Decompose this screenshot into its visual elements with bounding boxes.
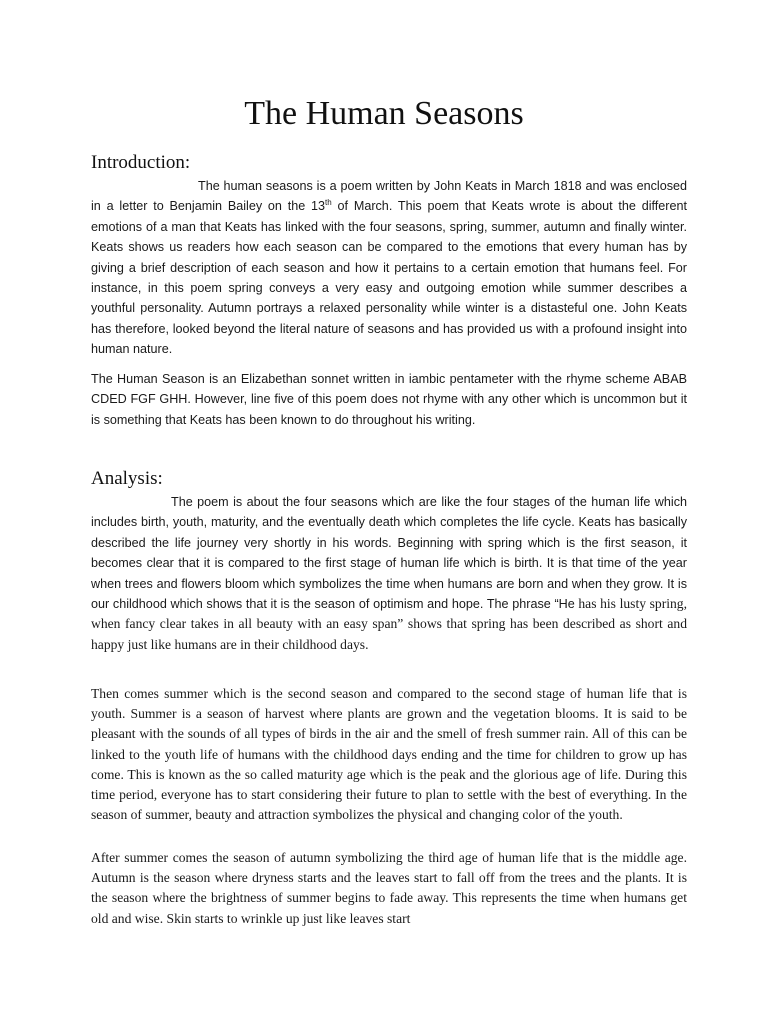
analysis-heading: Analysis:: [91, 468, 163, 489]
introduction-paragraph-1: [91, 176, 687, 360]
ordinal-suffix: th: [325, 198, 332, 208]
analysis-paragraph-1-text-a: The poem is about the four seasons which are like the four stages of the human life which includes birth, youth, maturity, and the eventually death which completes the life cycle. Keats has basically described the life journey very shortly in his words. Beginning with spring which is the first season, it becomes clear that it is compared to the first stage of human life which is birth. It is that time of the year when trees and flowers bloom which symbolizes the time when humans are born and when they grow. It is our childhood which shows that it is the season of optimism and hope. The phrase “He: [91, 495, 687, 612]
introduction-heading: Introduction:: [91, 152, 191, 173]
introduction-paragraph-1-text-b: of March. This poem that Keats wrote is about the different emotions of a man that Keats has linked with the four seasons, spring, summer, autumn and finally winter. Keats shows us readers how each season can be compared to the emotions that every human has by giving a brief description of each season and how it pertains to a certain emotion that humans feel. For instance, in this poem spring conveys a very easy and outgoing emotion while summer describes a youthful personality. Autumn portrays a relaxed personality while winter is a distasteful one. John Keats has therefore, looked beyond the literal nature of seasons and has provided us with a profound insight into human nature.: [91, 199, 687, 357]
introduction-paragraph-1-text-a: The human seasons is a poem written by John Keats in March 1818 and was enclosed in a letter to Benjamin Bailey on the 13: [91, 179, 687, 214]
introduction-paragraph-2: The Human Season is an Elizabethan sonnet written in iambic pentameter with the rhyme scheme ABAB CDED FGF GHH. However, line five of this poem does not rhyme with any other which is uncommon but it is something that Keats has been known to do throughout his writing.: [91, 372, 687, 427]
analysis-paragraph-1-quote: has his lusty spring, when fancy clear takes in all beauty with an easy span” shows that spring has been described as short and happy just like humans are in their childhood days.: [91, 596, 687, 652]
document-title: The Human Seasons: [244, 95, 524, 132]
analysis-paragraph-3: After summer comes the season of autumn symbolizing the third age of human life that is the middle age. Autumn is the season where dryness starts and the leaves start to fall off from the trees and the plants. It is the season where the brightness of summer begins to fade away. This represents the time when humans get old and wise. Skin starts to wrinkle up just like leaves start: [91, 850, 687, 926]
analysis-paragraph-2: Then comes summer which is the second season and compared to the second stage of human life that is youth. Summer is a season of harvest where plants are grown and the vegetation blooms. It is said to be pleasant with the sounds of all types of birds in the air and the smell of fresh summer rain. All of this can be linked to the youth life of humans with the childhood days ending and the time for children to grow up has come. This is known as the so called maturity age which is the peak and the glorious age of life. During this time period, everyone has to start considering their future to plan to settle with the best of everything. In the season of summer, beauty and attraction symbolizes the physical and changing color of the youth.: [91, 686, 687, 823]
analysis-paragraph-1: [91, 492, 687, 655]
